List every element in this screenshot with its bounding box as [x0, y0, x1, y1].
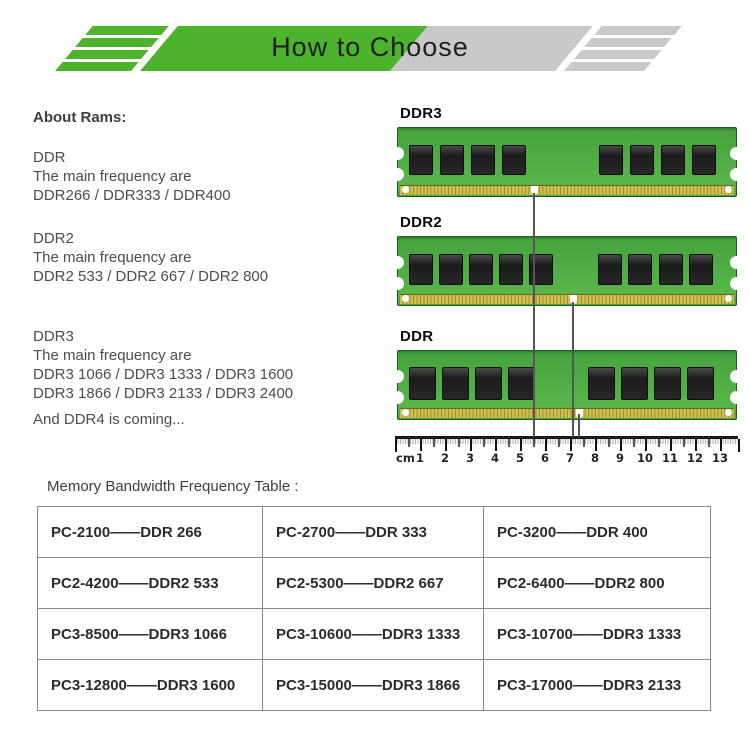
memory-chip [654, 367, 681, 400]
memory-chip [475, 367, 502, 400]
memory-chip [469, 254, 493, 285]
ruler-number: 8 [590, 451, 600, 465]
gold-contacts [400, 185, 734, 195]
table-cell: PC2-6400——DDR2 800 [484, 558, 711, 609]
ruler-unit-label: cm [396, 451, 415, 465]
ram-type-name: DDR3 [33, 328, 74, 345]
edge-cutout [730, 147, 743, 160]
edge-cutout [391, 256, 404, 269]
about-line: DDR3 1066 / DDR3 1333 / DDR3 1600 [33, 366, 294, 383]
edge-cutout [391, 168, 404, 181]
ruler-half-tick [633, 439, 635, 447]
ram-module-ddr2 [397, 236, 737, 306]
ruler-major-tick [695, 439, 697, 451]
table-cell: PC3-8500——DDR3 1066 [38, 609, 263, 660]
memory-chip [499, 254, 523, 285]
table-row [38, 558, 711, 609]
memory-chip [692, 145, 716, 175]
memory-chip [628, 254, 652, 285]
table-row [38, 660, 711, 711]
memory-chip [659, 254, 683, 285]
mount-hole [725, 186, 732, 193]
ruler-number: 6 [540, 451, 550, 465]
ruler-major-tick [570, 439, 572, 451]
module-label-ddr: DDR [400, 328, 434, 345]
ruler-major-tick [720, 439, 722, 451]
table-cell: PC-2700——DDR 333 [263, 507, 484, 558]
module-label-ddr2: DDR2 [400, 214, 443, 231]
frequency-table [37, 506, 711, 711]
banner-left-stripe [85, 26, 169, 35]
ruler-number: 7 [565, 451, 575, 465]
table-cell: PC3-10600——DDR3 1333 [263, 609, 484, 660]
ruler-number: 3 [465, 451, 475, 465]
header-title: How to Choose [271, 32, 469, 62]
table-cell: PC3-17000——DDR3 2133 [484, 660, 711, 711]
ruler-half-tick [458, 439, 460, 447]
edge-cutout [730, 370, 743, 383]
memory-chip [508, 367, 535, 400]
banner-left-stripe [65, 50, 149, 59]
about-block-ddr [33, 148, 231, 205]
about-heading: About Rams: [33, 109, 127, 126]
table-cell: PC2-4200——DDR2 533 [38, 558, 263, 609]
mount-hole [725, 409, 732, 416]
notch-leader-line [578, 414, 580, 437]
ruler-number: 1 [415, 451, 425, 465]
memory-chip [599, 145, 623, 175]
module-label-ddr3: DDR3 [400, 105, 443, 122]
ruler-half-tick [708, 439, 710, 447]
table-cell: PC3-15000——DDR3 1866 [263, 660, 484, 711]
mount-hole [402, 186, 409, 193]
table-row [38, 609, 711, 660]
memory-chip [409, 145, 433, 175]
memory-chip [687, 367, 714, 400]
ruler-half-tick [658, 439, 660, 447]
ruler-half-tick [558, 439, 560, 447]
table-cell: PC3-10700——DDR3 1333 [484, 609, 711, 660]
table-cell: PC-3200——DDR 400 [484, 507, 711, 558]
table-title: Memory Bandwidth Frequency Table : [47, 478, 299, 495]
ruler-half-tick [483, 439, 485, 447]
about-line: DDR2 533 / DDR2 667 / DDR2 800 [33, 268, 269, 285]
ruler-major-tick [620, 439, 622, 451]
edge-cutout [391, 147, 404, 160]
ruler-major-tick [595, 439, 597, 451]
banner-left-stripe [55, 62, 139, 71]
edge-cutout [391, 277, 404, 290]
ruler-major-tick [495, 439, 497, 451]
ruler-half-tick [433, 439, 435, 447]
ram-module-ddr [397, 350, 737, 420]
about-line: DDR3 1866 / DDR3 2133 / DDR3 2400 [33, 385, 294, 402]
memory-chip [440, 145, 464, 175]
ruler-major-tick [445, 439, 447, 451]
ruler-number: 11 [661, 451, 679, 465]
ruler-number: 4 [490, 451, 500, 465]
about-block-ddr2 [33, 229, 268, 286]
memory-chip [598, 254, 622, 285]
about-block-ddr3 [33, 327, 293, 403]
banner-right-stripe [584, 38, 672, 47]
gold-contacts [400, 408, 734, 418]
table-cell: PC-2100——DDR 266 [38, 507, 263, 558]
ruler-end-tick [738, 439, 740, 452]
banner-right-stripe [594, 26, 682, 35]
notch-leader-line [572, 302, 574, 437]
ruler-half-tick [508, 439, 510, 447]
banner-right-stripe [574, 50, 662, 59]
ruler-major-tick [470, 439, 472, 451]
edge-cutout [391, 391, 404, 404]
ruler-number: 5 [515, 451, 525, 465]
ram-type-name: DDR [33, 149, 66, 166]
memory-chip [439, 254, 463, 285]
ruler-number: 12 [686, 451, 704, 465]
ruler-half-tick [533, 439, 535, 447]
edge-cutout [730, 391, 743, 404]
ddr4-coming-note: And DDR4 is coming... [33, 411, 185, 428]
ruler-number: 9 [615, 451, 625, 465]
ruler-major-tick [420, 439, 422, 451]
mount-hole [402, 295, 409, 302]
memory-chip [661, 145, 685, 175]
table-cell: PC3-12800——DDR3 1600 [38, 660, 263, 711]
ruler-major-tick [545, 439, 547, 451]
edge-cutout [730, 256, 743, 269]
ruler-half-tick [683, 439, 685, 447]
gold-contacts [400, 294, 734, 304]
about-line: DDR266 / DDR333 / DDR400 [33, 187, 231, 204]
memory-chip [502, 145, 526, 175]
ruler-half-tick [583, 439, 585, 447]
ruler-number: 2 [440, 451, 450, 465]
edge-cutout [730, 168, 743, 181]
notch-leader-line [533, 193, 535, 437]
ram-module-ddr3 [397, 127, 737, 197]
table-row [38, 507, 711, 558]
banner-left-stripe [75, 38, 159, 47]
memory-chip [588, 367, 615, 400]
table-cell: PC2-5300——DDR2 667 [263, 558, 484, 609]
ruler-number: 13 [711, 451, 729, 465]
mount-hole [402, 409, 409, 416]
ruler-number: 10 [636, 451, 654, 465]
edge-cutout [391, 370, 404, 383]
edge-cutout [730, 277, 743, 290]
memory-chip [409, 254, 433, 285]
about-line: The main frequency are [33, 347, 192, 364]
ram-type-name: DDR2 [33, 230, 74, 247]
header-banner [0, 0, 750, 100]
memory-chip [442, 367, 469, 400]
memory-chip [630, 145, 654, 175]
memory-chip [409, 367, 436, 400]
ruler-half-tick [608, 439, 610, 447]
about-line: The main frequency are [33, 249, 192, 266]
ruler-major-tick [520, 439, 522, 451]
banner-right-stripe [564, 62, 652, 71]
ruler-half-tick [408, 439, 410, 447]
ruler-major-tick [645, 439, 647, 451]
ruler-major-tick [670, 439, 672, 451]
mount-hole [725, 295, 732, 302]
memory-chip [621, 367, 648, 400]
about-line: The main frequency are [33, 168, 192, 185]
memory-chip [471, 145, 495, 175]
memory-chip [689, 254, 713, 285]
